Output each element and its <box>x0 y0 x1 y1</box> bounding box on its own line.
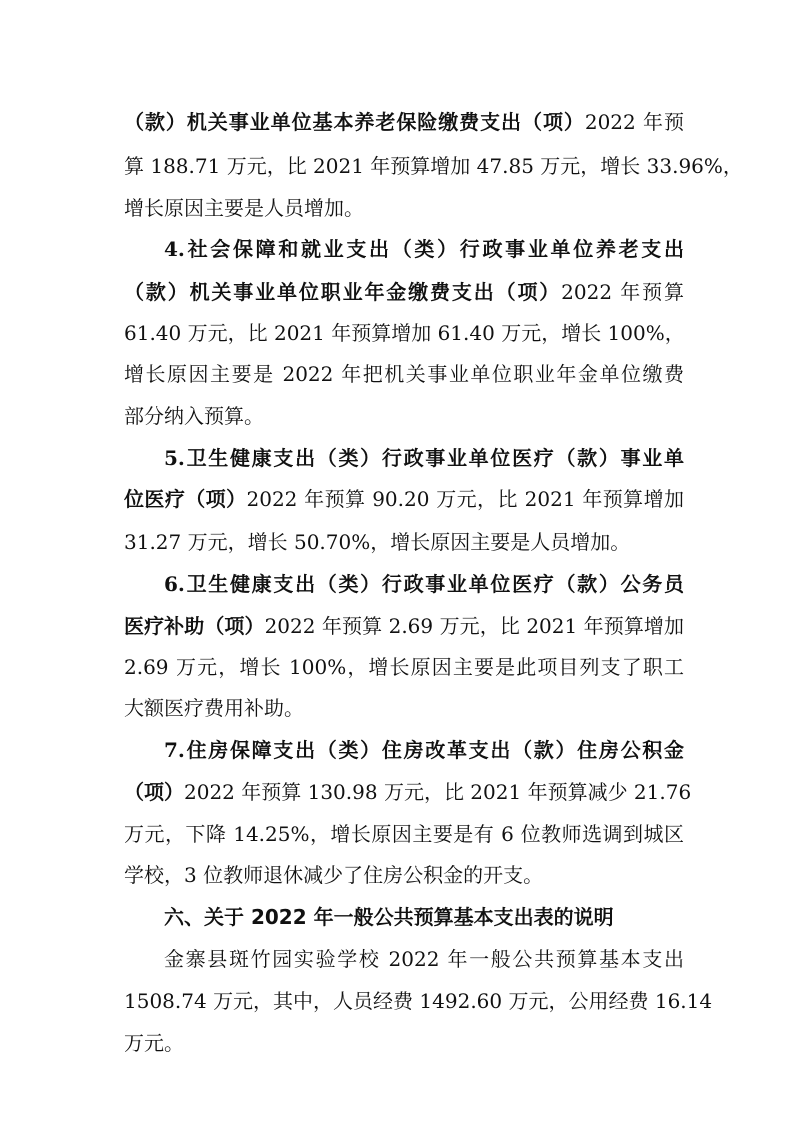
text-line: 61.40 万元，比 2021 年预算增加 61.40 万元，增长 100%， <box>124 321 685 345</box>
text-line: 增长原因主要是人员增加。 <box>124 196 364 220</box>
section-6-heading: 6.卫生健康支出（类）行政事业单位医疗（款）公务员 <box>164 572 684 596</box>
text-line: 学校，3 位教师退休减少了住房公积金的开支。 <box>124 863 544 887</box>
section-4-heading: 4.社会保障和就业支出（类）行政事业单位养老支出 <box>164 237 684 261</box>
text-line: （款）机关事业单位职业年金缴费支出（项）2022 年预算 <box>124 280 685 304</box>
text-line: 2.69 万元，增长 100%，增长原因主要是此项目列支了职工 <box>124 655 684 679</box>
section-5-heading: 5.卫生健康支出（类）行政事业单位医疗（款）事业单 <box>164 446 684 470</box>
section-7-heading: 7.住房保障支出（类）住房改革支出（款）住房公积金 <box>164 738 684 762</box>
text-line: 算 188.71 万元，比 2021 年预算增加 47.85 万元，增长 33.96%， <box>124 154 743 178</box>
text-line: 金寨县斑竹园实验学校 2022 年一般公共预算基本支出 <box>164 947 684 971</box>
text-line: 万元。 <box>124 1031 184 1055</box>
text-line: （项）2022 年预算 130.98 万元，比 2021 年预算减少 21.76 <box>124 780 692 804</box>
section-6-title: 六、关于 2022 年一般公共预算基本支出表的说明 <box>164 905 614 929</box>
text-line: 31.27 万元，增长 50.70%，增长原因主要是人员增加。 <box>124 530 631 554</box>
text-line: 医疗补助（项）2022 年预算 2.69 万元，比 2021 年预算增加 <box>124 614 684 638</box>
text-line: 增长原因主要是 2022 年把机关事业单位职业年金单位缴费 <box>124 362 684 386</box>
text-line: 位医疗（项）2022 年预算 90.20 万元，比 2021 年预算增加 <box>124 487 684 511</box>
text-line: （款）机关事业单位基本养老保险缴费支出（项）2022 年预 <box>124 110 684 134</box>
text-line: 部分纳入预算。 <box>124 404 264 428</box>
text-line: 大额医疗费用补助。 <box>124 696 304 720</box>
text-line: 万元，下降 14.25%，增长原因主要是有 6 位教师选调到城区 <box>124 822 684 846</box>
text-line: 1508.74 万元，其中，人员经费 1492.60 万元，公用经费 16.14 <box>124 989 713 1013</box>
